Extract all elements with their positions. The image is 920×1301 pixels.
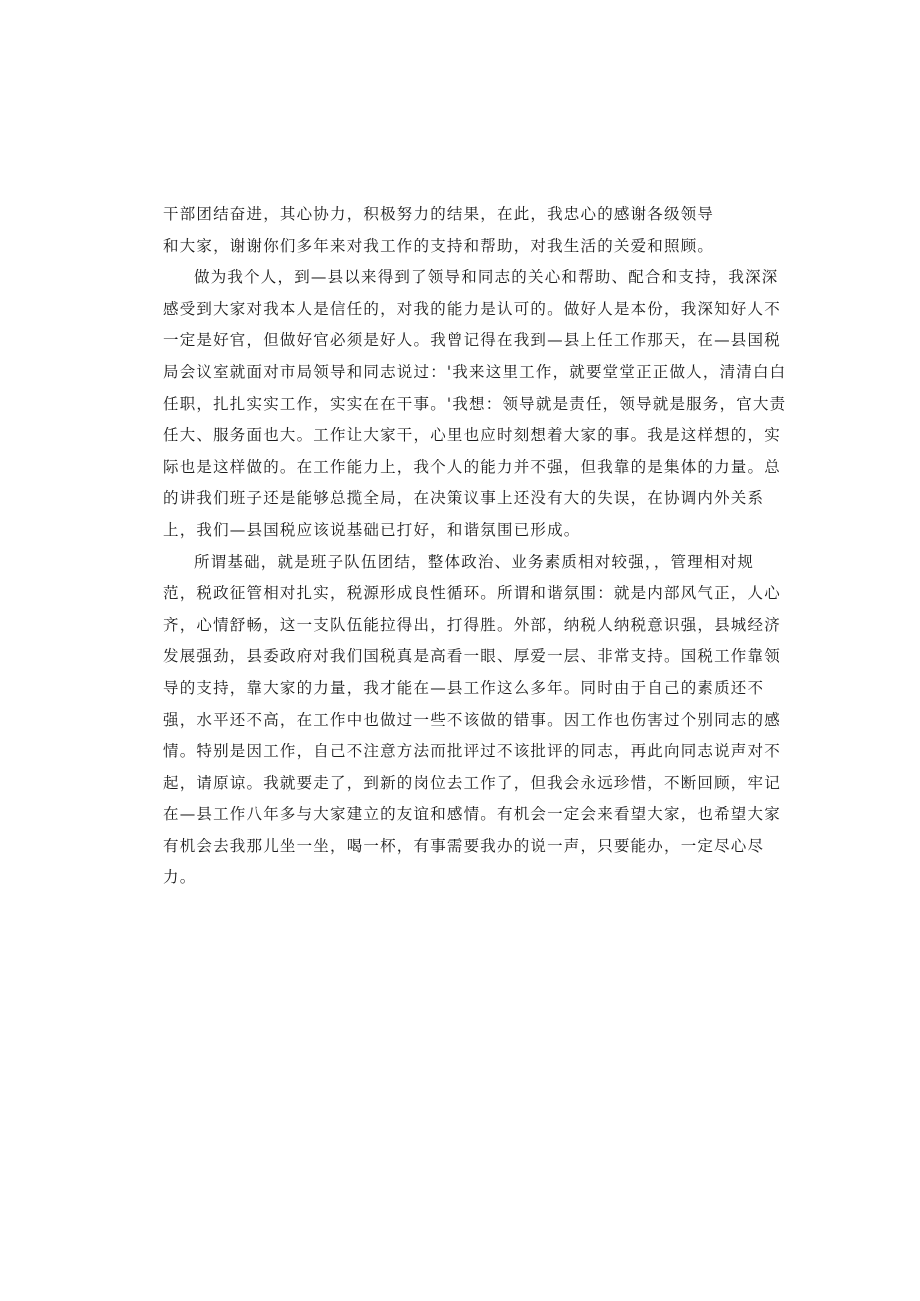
text-line: 干部团结奋进，其心协力，积极努力的结果，在此，我忠心的感谢各级领导 — [163, 205, 715, 223]
text-line: 导的支持，靠大家的力量，我才能在—县工作这么多年。同时由于自己的素质还不 — [163, 678, 765, 697]
paragraph-start-line: 所谓基础，就是班子队伍团结，整体政治、业务素质相对较强，，管理相对规 — [194, 552, 755, 571]
text-line: 上，我们—县国税应该说基础已打好，和谐氛围已形成。 — [163, 520, 581, 539]
text-line: 在—县工作八年多与大家建立的友谊和感情。有机会一定会来看望大家，也希望大家 — [163, 805, 781, 824]
text-line: 任职，扎扎实实工作，实实在在干事。'我想：领导就是责任，领导就是服务，官大责 — [163, 394, 787, 413]
text-line: 强，水平还不高，在工作中也做过一些不该做的错事。因工作也伤害过个别同志的感 — [163, 710, 781, 729]
text-line: 发展强劲，县委政府对我们国税真是高看一眼、厚爱一层、非常支持。国税工作靠领 — [163, 647, 781, 666]
text-line: 感受到大家对我本人是信任的，对我的能力是认可的。做好人是本份，我深知好人不 — [163, 299, 781, 318]
text-line: 力。 — [163, 868, 197, 887]
text-line: 起，请原谅。我就要走了，到新的岗位去工作了，但我会永远珍惜，不断回顾，牢记 — [163, 773, 781, 792]
document-body — [163, 199, 787, 894]
text-line: 的讲我们班子还是能够总揽全局，在决策议事上还没有大的失误，在协调内外关系 — [163, 489, 765, 508]
text-line: 和大家，谢谢你们多年来对我工作的支持和帮助，对我生活的关爱和照顾。 — [163, 236, 715, 255]
text-line: 际也是这样做的。在工作能力上，我个人的能力并不强，但我靠的是集体的力量。总 — [163, 457, 781, 476]
text-line: 齐，心情舒畅，这一支队伍能拉得出，打得胜。外部，纳税人纳税意识强，县城经济 — [163, 615, 781, 634]
text-line: 局会议室就面对市局领导和同志说过：'我来这里工作，就要堂堂正正做人，清清白白 — [163, 362, 787, 381]
text-line: 有机会去我那儿坐一坐，喝一杯，有事需要我办的说一声，只要能办，一定尽心尽 — [163, 836, 765, 855]
text-line: 任大、服务面也大。工作让大家干，心里也应时刻想着大家的事。我是这样想的，实 — [163, 426, 781, 445]
text-line: 一定是好官，但做好官必须是好人。我曾记得在我到—县上任工作那天，在—县国税 — [163, 331, 781, 350]
paragraph-start-line: 做为我个人，到—县以来得到了领导和同志的关心和帮助、配合和支持，我深深 — [194, 268, 779, 287]
text-line: 范，税政征管相对扎实，税源形成良性循环。所谓和谐氛围：就是内部风气正，人心 — [163, 584, 781, 603]
text-line: 情。特别是因工作，自己不注意方法而批评过不该批评的同志，再此向同志说声对不 — [163, 742, 781, 761]
